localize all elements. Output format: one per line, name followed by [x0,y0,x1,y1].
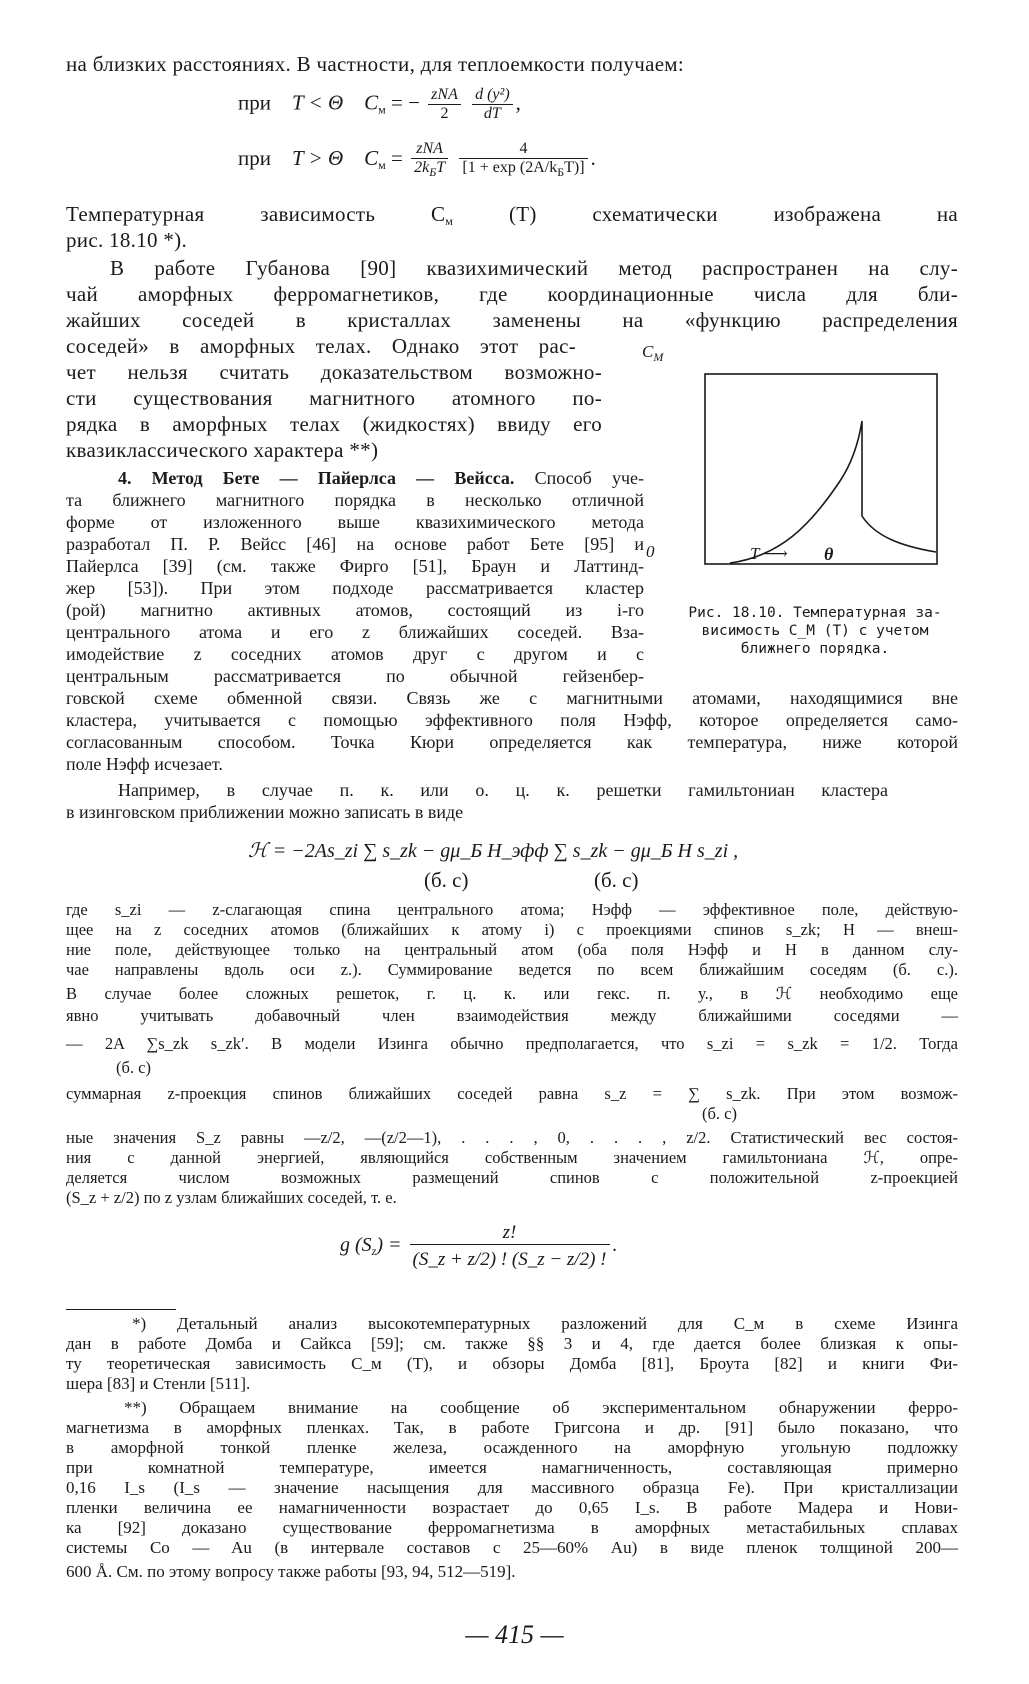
footnote-line: в аморфной тонкой пленке железа, осажденного на аморфную угольную подложку [66,1438,958,1457]
figure-plot [690,366,945,588]
para-line: чай аморфных ферромагнетиков, где координационные числа для бли- [66,282,958,306]
figure-caption: ближнего порядка. [740,641,890,657]
para-line: в изинговском приближении можно записать в виде [66,802,464,822]
theta-label: θ [824,544,834,564]
para-line: рядка в аморфных телах (жидкостях) ввиду его [66,412,602,436]
para-line: центральным рассматривается по обычной гейзенбер- [66,666,644,686]
para-line: деляется числом возможных размещений спинов с положительной z-проекцией [66,1168,958,1187]
formula-eq: = − [385,90,420,115]
para-line: чет нельзя считать доказательством возможно- [66,360,602,384]
para-line: соседей» в аморфных телах. Однако этот рас- [66,334,576,358]
formula-var: T < Θ [291,90,344,115]
formula-low-temp: при T < Θ $C_м$ = − $\frac{\text{zNA}}{2}$ $\frac{\text{d (y²)}}{dT}$ , [238,86,521,122]
fraction: $\frac{\text{d (y²)}}{dT}$ [472,86,513,123]
footnote-line: *) Детальный анализ высокотемпературных разложений для C_м в схеме Изинга [132,1314,958,1333]
footnote-line: шера [83] и Стенли [511]. [66,1374,251,1393]
para-line: жер [53]). При этом подходе рассматривается кластер [66,578,644,598]
para-line: форме от изложенного выше квазихимического метода [66,512,644,532]
footnote-rule [66,1309,176,1310]
sum-subscript: (б. с) [594,868,639,892]
footnote-line: пленки величина ее намагниченности возрастает до 0,65 I_s. В работе Мадера и Нови- [66,1498,958,1517]
formula-var: T > Θ [291,145,344,170]
y-axis-label: $C_M$ [642,342,664,364]
heat-capacity-curve [730,421,936,563]
para-line: имодействие z соседних атомов друг с другом и с [66,644,644,664]
footnote-line: магнетизма в аморфных пленках. Так, в работе Григсона и др. [91] было показано, что [66,1418,958,1437]
formula-g: g $(S_z)$ = $\frac{z!}{(S\_z + z/2) ! (S\_z - z/2) !}$ . [340,1222,618,1270]
para-line: поле Hэфф исчезает. [66,754,223,774]
figure-caption: Рис. 18.10. Температурная за- [688,605,942,621]
para-line: ные значения S_z равны —z/2, —(z/2—1), . . . , 0, . . . , z/2. Статистический вес состоя- [66,1128,958,1147]
hamiltonian-formula: ℋ = −2As_zi ∑ s_zk − gμ_Б H_эфф ∑ s_zk − gμ_Б H s_zi , [248,840,739,862]
para-line: (S_z + z/2) по z узлам ближайших соседей, т. е. [66,1188,397,1207]
para-line: В случае более сложных решеток, г. ц. к. или гекс. п. у., в ℋ необходимо еще [66,984,958,1003]
para-line: В работе Губанова [90] квазихимический метод распространен на слу- [110,256,958,280]
formula-cond: при [238,145,271,170]
para-line: — 2A ∑s_zk s_zk′. В модели Изинга обычно предполагается, что s_zi = s_zk = 1/2. Тогда [66,1034,958,1053]
fraction: $\frac{\text{zNA}}{2}$ [428,86,461,123]
sum-subscript: (б. с) [702,1104,737,1123]
para-line: чае направлены вдоль оси z.). Суммирование ведется по всем ближайшим соседям (б. с.). [66,960,958,979]
footnote-line: 0,16 I_s (I_s — значение насыщения для массивного образца Fe). При кристаллизации [66,1478,958,1497]
intro-line: на близких расстояниях. В частности, для теплоемкости получаем: [66,52,685,76]
figure-18-10 [642,342,945,588]
fraction: $\frac{z!}{(S\_z + z/2) ! (S\_z - z/2) !}$ [410,1222,610,1271]
para-line: суммарная z-проекция спинов ближайших соседей равна s_z = ∑ s_zk. При этом возмож- [66,1084,958,1103]
para-line: та ближнего магнитного порядка в несколько отличной [66,490,644,510]
formula-lhs-sub: м [378,102,386,117]
formula-lhs: C [364,145,379,170]
figure-caption: висимость C_M (T) с учетом [701,623,929,639]
page-number: — 415 — [465,1620,564,1649]
sum-subscript: (б. с) [116,1058,151,1077]
footnote-line: 600 Å. См. по этому вопросу также работы [93, 94, 512—519]. [66,1562,516,1581]
formula-lhs: C [364,90,379,115]
para-line: (рой) магнитно активных атомов, состоящий из i-го [66,600,644,620]
sum-subscript: (б. с) [424,868,469,892]
x-axis-label: T ⟶ [750,544,788,563]
formula-cond: при [238,90,271,115]
footnote-line: ка [92] доказано существование ферромагнетизма в аморфных метастабильных сплавах [66,1518,958,1537]
para-line: разработал П. Р. Вейсс [46] на основе работ Бете [95] и [66,534,644,554]
footnote-line: ту теоретическая зависимость C_м (T), и обзоры Домба [81], Броута [82] и книги Фи- [66,1354,958,1373]
para-line: где s_zi — z-слагающая спина центрального атома; Hэфф — эффективное поле, действую- [66,900,958,919]
section4-first-line: 4. Метод Бете — Пайерлса — Вейсса. Способ уче- [118,468,645,488]
para-line: говской схеме обменной связи. Связь же с магнитными атомами, находящимися вне [66,688,958,708]
para-temp-line: рис. 18.10 *). [66,228,188,252]
para-temp-line: Температурная зависимость $C_м$ (T) схематически изображена на [66,202,958,228]
para-line: Например, в случае п. к. или о. ц. к. решетки гамильтониан кластера [118,780,888,800]
para-line: жайших соседей в кристаллах заменены на «функцию распределения [66,308,958,332]
formula-high-temp: при T > Θ $C_м$ = $\frac{\text{zNA}}{2k_БT}$ $\frac{4}{[1 + \exp (2A/k_БT)]}$ . [238,140,596,179]
para-line: щее на z соседних атомов (ближайших к атому i) с проекциями спинов s_zk; H — внеш- [66,920,958,939]
para-line: квазиклассического характера **) [66,438,379,462]
para-line: сти существования магнитного атомного по- [66,386,602,410]
para-line: ние поле, действующее только на центральный атом (оба поля Hэфф и H в данном слу- [66,940,958,959]
fraction: $\frac{\text{zNA}}{2k_БT}$ [411,140,448,180]
fraction: $\frac{4}{[1 + \exp (2A/k_БT)]}$ [459,140,587,180]
origin-label: 0 [646,542,655,561]
footnote-line: **) Обращаем внимание на сообщение об экспериментальном обнаружении ферро- [124,1398,958,1417]
footnote-line: дан в работе Домба и Сайкса [59]; см. также §§ 3 и 4, где дается более близкая к опы- [66,1334,958,1353]
footnote-line: системы Co — Au (в интервале составов с 25—60% Au) в виде пленок толщиной 200— [66,1538,958,1557]
para-line: согласованным способом. Точка Кюри определяется как температура, ниже которой [66,732,958,752]
para-line: кластера, учитывается с помощью эффективного поля Hэфф, которое определяется само- [66,710,958,730]
para-line: ния с данной энергией, являющийся собственным значением гамильтониана ℋ, опре- [66,1148,958,1167]
footnote-line: при комнатной температуре, имеется намагниченность, составляющая примерно [66,1458,958,1477]
para-line: Пайерлса [39] (см. также Фирго [51], Браун и Латтинд- [66,556,644,576]
para-line: центрального атома и его z ближайших соседей. Вза- [66,622,644,642]
figure-frame [705,374,937,564]
section-title: 4. Метод Бете — Пайерлса — Вейсса. [118,468,515,488]
para-line: явно учитывать добавочный член взаимодействия между ближайшими соседями — [66,1006,958,1025]
